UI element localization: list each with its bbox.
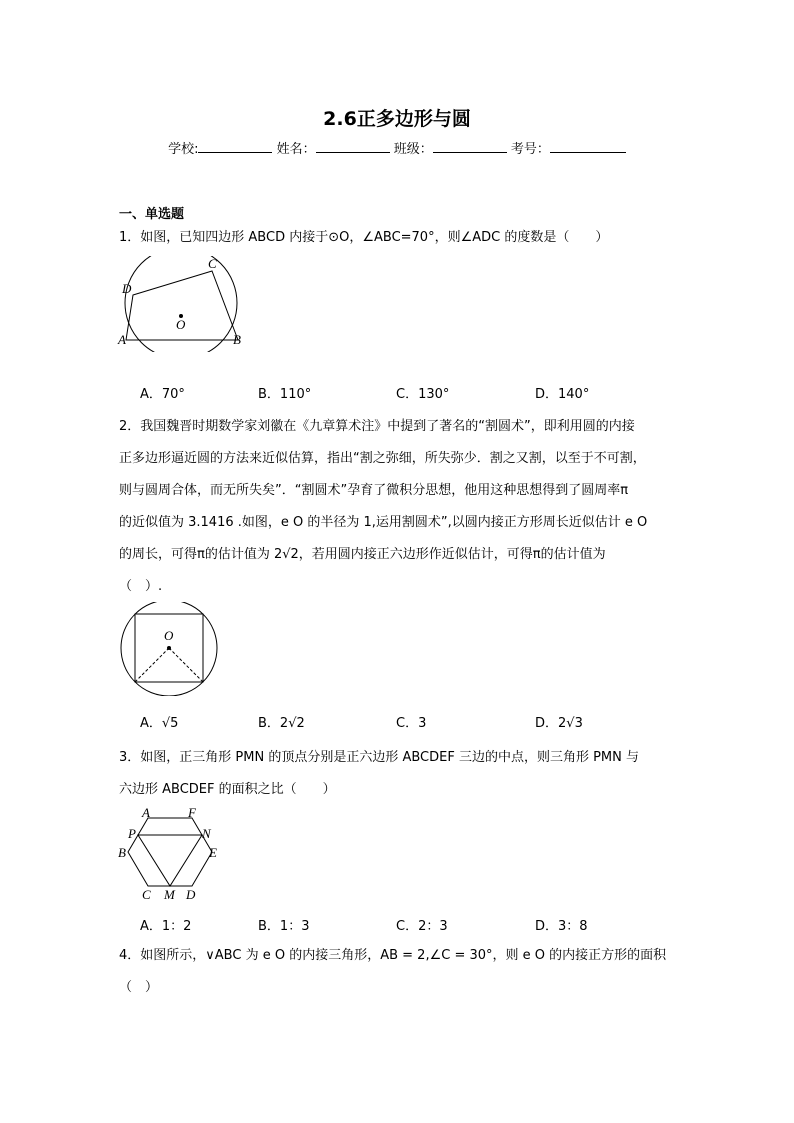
student-info-line — [0, 138, 794, 157]
q1-option-d[interactable]: D．140° — [535, 387, 590, 402]
question-2-text — [119, 411, 684, 603]
exam-number-blank — [550, 140, 626, 153]
q3-line-1: 3．如图，正三角形 PMN 的顶点分别是正六边形 ABCDEF 三边的中点，则三角形 PMN 与 — [119, 750, 639, 765]
label-o: O — [176, 317, 186, 332]
q2-option-d[interactable]: D．2√3 — [535, 716, 583, 731]
school-blank — [198, 140, 272, 153]
q3-option-d[interactable]: D．3：8 — [535, 919, 588, 934]
page-title: 2.6正多边形与圆 — [323, 108, 471, 130]
triangle-pmn — [138, 835, 202, 886]
question-1-figure — [112, 256, 252, 352]
label-b: B — [118, 845, 126, 860]
q4-line-2: （ ） — [119, 980, 159, 995]
name-blank — [316, 140, 390, 153]
label-e: E — [209, 845, 217, 860]
label-p: P — [128, 826, 136, 841]
class-blank — [433, 140, 507, 153]
q3-option-c[interactable]: C．2：3 — [396, 919, 448, 934]
question-3-figure — [116, 806, 228, 902]
q2-line-4: 的近似值为 3.1416 .如图，e O 的半径为 1,运用割圆术”,以圆内接正方形周长近似估计 e O — [119, 515, 648, 530]
q2-option-c[interactable]: C．3 — [396, 716, 427, 731]
name-label: 姓名： — [276, 142, 316, 157]
exam-number-label: 考号： — [510, 142, 550, 157]
label-f: F — [188, 806, 196, 820]
q2-line-6: （ ）. — [119, 579, 163, 594]
center-point — [167, 646, 171, 650]
q2-option-b[interactable]: B．2√2 — [258, 716, 305, 731]
label-b: B — [233, 332, 241, 347]
q3-option-b[interactable]: B．1：3 — [258, 919, 310, 934]
school-label: 学校: — [168, 142, 199, 157]
label-a: A — [142, 806, 150, 820]
label-c: C — [142, 887, 151, 902]
q1-option-c[interactable]: C．130° — [396, 387, 450, 402]
label-o: O — [164, 628, 174, 643]
class-label: 班级： — [393, 142, 433, 157]
q2-line-3: 则与圆周合体，而无所失矣”．“割圆术”孕育了微积分思想，他用这种思想得到了圆周率π — [119, 483, 629, 498]
section-heading: 一、单选题 — [119, 207, 185, 222]
circle-o — [125, 256, 237, 352]
label-n: N — [202, 826, 211, 841]
radius-right — [169, 648, 203, 682]
label-m: M — [164, 887, 175, 902]
question-3-text — [119, 742, 684, 806]
q4-line-1: 4．如图所示，∨ABC 为 e O 的内接三角形，AB = 2,∠C = 30°，则 e O 的内接正方形的面积 — [119, 948, 667, 963]
label-a: A — [118, 332, 126, 347]
q2-line-2: 正多边形逼近圆的方法来近似估算，指出“割之弥细，所失弥少．割之又割，以至于不可割， — [119, 451, 646, 466]
hexagon-abcdef — [128, 818, 212, 886]
q1-option-a[interactable]: A．70° — [140, 387, 185, 402]
q3-option-a[interactable]: A．1：2 — [140, 919, 192, 934]
question-4-text — [119, 940, 684, 1004]
q2-option-a[interactable]: A．√5 — [140, 716, 179, 731]
q3-line-2: 六边形 ABCDEF 的面积之比（ ） — [119, 782, 336, 797]
q2-line-1: 2．我国魏晋时期数学家刘徽在《九章算术注》中提到了著名的“割圆术”，即利用圆的内接 — [119, 419, 635, 434]
question-1-text: 1．如图，已知四边形 ABCD 内接于⊙O，∠ABC=70°，则∠ADC 的度数是（ ） — [119, 230, 609, 245]
q1-option-b[interactable]: B．110° — [258, 387, 312, 402]
label-c: C — [208, 256, 217, 271]
radius-left — [135, 648, 169, 682]
label-d: D — [122, 281, 132, 296]
question-2-figure — [117, 602, 221, 696]
q2-line-5: 的周长，可得π的估计值为 2√2，若用圆内接正六边形作近似估计，可得π的估计值为 — [119, 547, 606, 562]
label-d: D — [186, 887, 196, 902]
